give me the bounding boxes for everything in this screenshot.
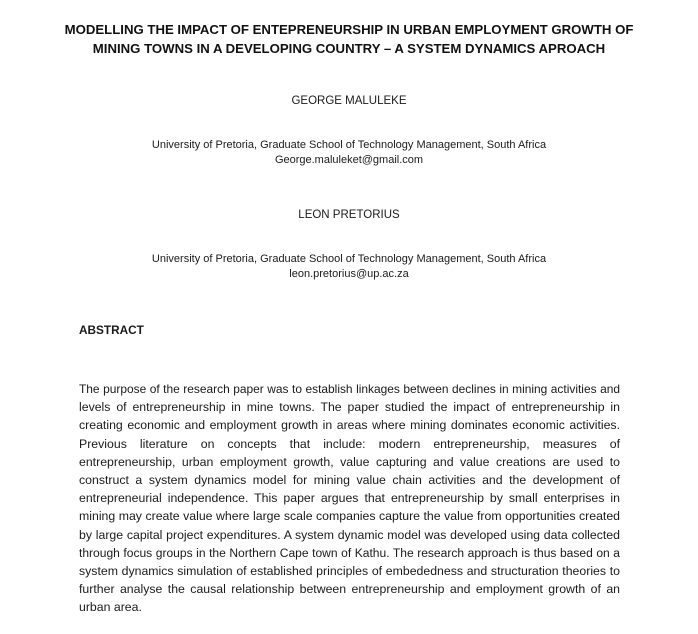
abstract-line: further analyse the causal relationship between entrepreneurship and employment growth of an xyxy=(79,582,620,597)
abstract-line: levels of entrepreneurship in mine towns. The paper studied the impact of entrepreneurship in xyxy=(79,400,620,415)
author-affiliation-2: University of Pretoria, Graduate School of Technology Management, South Africa xyxy=(151,253,547,265)
abstract-line: system dynamics simulation of established principles of embededness and structuration theories to xyxy=(79,563,620,578)
abstract-line: entrepreneurship, urban employment growth, value capturing and value creations are used to xyxy=(79,454,620,469)
abstract-line: mining may create value where large scale companies capture the value from opportunities created xyxy=(79,509,620,524)
paper-title xyxy=(60,20,638,58)
abstract-line: Previous literature on concepts that include: modern entrepreneurship, measures of xyxy=(79,436,620,451)
title-line-1: MODELLING THE IMPACT OF ENTEPRENEURSHIP IN URBAN EMPLOYMENT GROWTH OF xyxy=(64,22,634,37)
abstract-line: The purpose of the research paper was to establish linkages between declines in mining activities and xyxy=(79,382,620,396)
abstract-line: entrepreneurial independence. This paper argues that entrepreneurship by small enterprises in xyxy=(79,491,620,506)
author-affiliation-1: University of Pretoria, Graduate School of Technology Management, South Africa xyxy=(151,139,547,151)
author-email-1[interactable]: George.maluleket@gmail.com xyxy=(274,154,424,166)
abstract-body xyxy=(79,380,620,616)
abstract-line: creating economic and employment growth in areas where mining dominates economic activities. xyxy=(79,418,620,433)
title-line-2: MINING TOWNS IN A DEVELOPING COUNTRY – A SYSTEM DYNAMICS APROACH xyxy=(92,41,606,56)
author-name-1: GEORGE MALULEKE xyxy=(291,95,407,107)
abstract-line: construct a system dynamics model for mining value chain activities and the development of xyxy=(79,472,620,487)
author-email-2[interactable]: leon.pretorius@up.ac.za xyxy=(289,268,409,280)
abstract-line: urban area. xyxy=(79,600,142,615)
abstract-heading: ABSTRACT xyxy=(79,323,144,337)
abstract-line: through focus groups in the Northern Cape town of Kathu. The research approach is thus based on a xyxy=(79,545,620,560)
abstract-line: by large capital project expenditures. A system dynamic model was developed using data collected xyxy=(79,527,620,542)
author-name-2: LEON PRETORIUS xyxy=(298,209,400,221)
